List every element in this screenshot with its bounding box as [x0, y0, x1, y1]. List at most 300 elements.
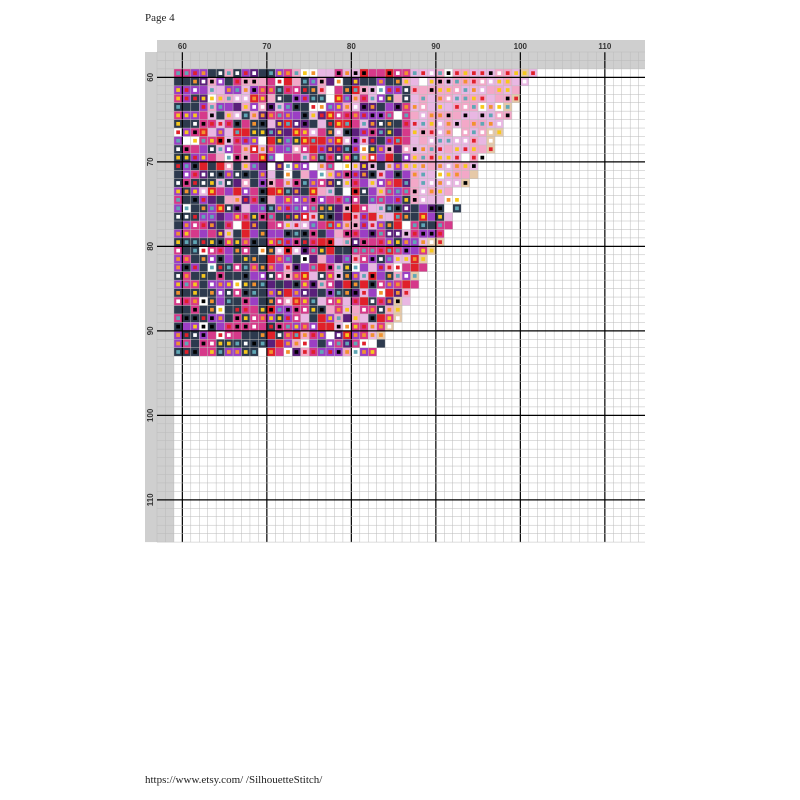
stitch-symbol — [438, 80, 442, 84]
stitch-symbol — [235, 266, 239, 270]
stitch-symbol — [269, 316, 273, 320]
stitch-symbol — [210, 215, 214, 219]
stitch-cell — [233, 297, 241, 305]
stitch-cell — [368, 69, 376, 77]
stitch-symbol — [244, 283, 248, 287]
stitch-cell — [233, 255, 241, 263]
stitch-symbol — [185, 130, 189, 134]
stitch-symbol — [413, 274, 417, 278]
stitch-symbol — [404, 80, 408, 84]
stitch-cell — [318, 322, 326, 330]
stitch-symbol — [311, 350, 315, 354]
stitch-symbol — [269, 266, 273, 270]
stitch-symbol — [396, 173, 400, 177]
stitch-cell — [292, 170, 300, 178]
stitch-symbol — [345, 190, 349, 194]
stitch-symbol — [388, 130, 392, 134]
stitch-symbol — [354, 156, 358, 160]
stitch-cell — [275, 196, 283, 204]
stitch-symbol — [354, 97, 358, 101]
stitch-symbol — [362, 71, 366, 75]
stitch-symbol — [295, 122, 299, 126]
stitch-symbol — [210, 122, 214, 126]
stitch-cell — [250, 306, 258, 314]
stitch-symbol — [295, 266, 299, 270]
stitch-cell — [301, 170, 309, 178]
stitch-symbol — [371, 105, 375, 109]
stitch-symbol — [269, 88, 273, 92]
stitch-symbol — [244, 299, 248, 303]
stitch-symbol — [455, 181, 459, 185]
row-number: 80 — [146, 241, 155, 251]
stitch-cell — [174, 170, 182, 178]
stitch-symbol — [362, 223, 366, 227]
stitch-symbol — [185, 257, 189, 261]
stitch-symbol — [396, 240, 400, 244]
stitch-symbol — [480, 88, 484, 92]
stitch-symbol — [193, 164, 197, 168]
stitch-symbol — [193, 308, 197, 312]
stitch-symbol — [472, 80, 476, 84]
stitch-symbol — [489, 139, 493, 143]
stitch-symbol — [202, 257, 206, 261]
stitch-symbol — [388, 240, 392, 244]
stitch-symbol — [455, 206, 459, 210]
stitch-cell — [250, 179, 258, 187]
stitch-cell — [411, 77, 419, 85]
stitch-symbol — [362, 114, 366, 118]
stitch-symbol — [455, 198, 459, 202]
stitch-symbol — [371, 333, 375, 337]
stitch-symbol — [185, 223, 189, 227]
stitch-symbol — [472, 156, 476, 160]
stitch-cell — [318, 137, 326, 145]
stitch-symbol — [185, 232, 189, 236]
stitch-symbol — [371, 139, 375, 143]
stitch-symbol — [202, 173, 206, 177]
stitch-symbol — [371, 173, 375, 177]
stitch-symbol — [480, 114, 484, 118]
stitch-symbol — [286, 299, 290, 303]
stitch-symbol — [295, 215, 299, 219]
stitch-cell — [174, 306, 182, 314]
stitch-symbol — [252, 88, 256, 92]
stitch-symbol — [480, 80, 484, 84]
stitch-symbol — [202, 80, 206, 84]
stitch-cell — [242, 120, 250, 128]
stitch-symbol — [286, 215, 290, 219]
stitch-cell — [250, 272, 258, 280]
stitch-symbol — [506, 105, 510, 109]
stitch-symbol — [210, 181, 214, 185]
stitch-symbol — [261, 105, 265, 109]
stitch-symbol — [303, 198, 307, 202]
stitch-symbol — [379, 181, 383, 185]
stitch-symbol — [202, 342, 206, 346]
stitch-symbol — [210, 147, 214, 151]
stitch-symbol — [345, 114, 349, 118]
stitch-symbol — [235, 291, 239, 295]
stitch-cell — [284, 94, 292, 102]
stitch-symbol — [219, 333, 223, 337]
stitch-cell — [394, 111, 402, 119]
stitch-symbol — [388, 114, 392, 118]
stitch-symbol — [337, 105, 341, 109]
stitch-symbol — [244, 257, 248, 261]
stitch-symbol — [219, 274, 223, 278]
stitch-symbol — [278, 333, 282, 337]
stitch-symbol — [295, 147, 299, 151]
stitch-symbol — [388, 325, 392, 329]
stitch-symbol — [185, 266, 189, 270]
stitch-symbol — [362, 105, 366, 109]
stitch-symbol — [303, 88, 307, 92]
stitch-symbol — [193, 266, 197, 270]
stitch-symbol — [252, 291, 256, 295]
stitch-symbol — [328, 333, 332, 337]
stitch-symbol — [328, 122, 332, 126]
stitch-symbol — [371, 350, 375, 354]
stitch-symbol — [447, 130, 451, 134]
stitch-cell — [199, 348, 207, 356]
stitch-cell — [309, 339, 317, 347]
stitch-symbol — [176, 71, 180, 75]
stitch-symbol — [269, 156, 273, 160]
stitch-symbol — [421, 122, 425, 126]
stitch-symbol — [371, 164, 375, 168]
stitch-symbol — [455, 139, 459, 143]
stitch-symbol — [295, 105, 299, 109]
stitch-symbol — [286, 232, 290, 236]
stitch-symbol — [337, 223, 341, 227]
stitch-symbol — [464, 181, 468, 185]
stitch-cell — [334, 246, 342, 254]
stitch-symbol — [261, 232, 265, 236]
stitch-cell — [334, 238, 342, 246]
stitch-cell — [275, 179, 283, 187]
stitch-symbol — [244, 71, 248, 75]
stitch-symbol — [176, 232, 180, 236]
stitch-symbol — [379, 114, 383, 118]
stitch-symbol — [404, 198, 408, 202]
stitch-symbol — [438, 71, 442, 75]
stitch-cell — [233, 103, 241, 111]
stitch-symbol — [421, 114, 425, 118]
stitch-symbol — [286, 223, 290, 227]
stitch-symbol — [176, 147, 180, 151]
stitch-symbol — [185, 114, 189, 118]
stitch-symbol — [371, 223, 375, 227]
stitch-cell — [258, 221, 266, 229]
stitch-cell — [360, 229, 368, 237]
stitch-symbol — [328, 147, 332, 151]
stitch-cell — [394, 120, 402, 128]
stitch-cell — [267, 137, 275, 145]
stitch-symbol — [286, 350, 290, 354]
stitch-symbol — [303, 122, 307, 126]
stitch-symbol — [227, 181, 231, 185]
stitch-symbol — [328, 316, 332, 320]
stitch-symbol — [328, 274, 332, 278]
stitch-symbol — [176, 240, 180, 244]
stitch-symbol — [244, 164, 248, 168]
stitch-cell — [242, 229, 250, 237]
stitch-symbol — [328, 223, 332, 227]
stitch-cell — [360, 77, 368, 85]
stitch-symbol — [371, 325, 375, 329]
stitch-symbol — [421, 223, 425, 227]
stitch-symbol — [438, 156, 442, 160]
stitch-symbol — [227, 156, 231, 160]
stitch-symbol — [311, 333, 315, 337]
stitch-symbol — [286, 249, 290, 253]
stitch-symbol — [252, 257, 256, 261]
stitch-cell — [216, 111, 224, 119]
stitch-symbol — [455, 156, 459, 160]
stitch-cell — [394, 94, 402, 102]
stitch-symbol — [295, 181, 299, 185]
stitch-cell — [318, 221, 326, 229]
stitch-symbol — [396, 308, 400, 312]
stitch-cell — [368, 289, 376, 297]
stitch-cell — [233, 221, 241, 229]
stitch-symbol — [244, 139, 248, 143]
stitch-symbol — [320, 283, 324, 287]
stitch-symbol — [421, 80, 425, 84]
stitch-symbol — [244, 147, 248, 151]
stitch-symbol — [413, 130, 417, 134]
stitch-symbol — [354, 333, 358, 337]
stitch-cell — [208, 69, 216, 77]
stitch-cell — [318, 128, 326, 136]
stitch-symbol — [286, 266, 290, 270]
stitch-symbol — [489, 80, 493, 84]
stitch-symbol — [371, 181, 375, 185]
stitch-symbol — [278, 325, 282, 329]
stitch-cell — [427, 94, 435, 102]
stitch-symbol — [354, 223, 358, 227]
stitch-symbol — [193, 173, 197, 177]
stitch-cell — [208, 128, 216, 136]
stitch-symbol — [320, 156, 324, 160]
stitch-cell — [267, 280, 275, 288]
stitch-symbol — [362, 173, 366, 177]
stitch-symbol — [396, 249, 400, 253]
stitch-symbol — [438, 173, 442, 177]
stitch-symbol — [497, 130, 501, 134]
stitch-cell — [216, 297, 224, 305]
stitch-symbol — [235, 122, 239, 126]
stitch-symbol — [320, 97, 324, 101]
stitch-symbol — [337, 350, 341, 354]
stitch-symbol — [438, 190, 442, 194]
stitch-symbol — [413, 105, 417, 109]
stitch-symbol — [438, 139, 442, 143]
stitch-symbol — [278, 97, 282, 101]
stitch-cell — [512, 86, 520, 94]
stitch-symbol — [430, 114, 434, 118]
stitch-symbol — [193, 350, 197, 354]
stitch-symbol — [286, 181, 290, 185]
stitch-symbol — [354, 139, 358, 143]
stitch-cell — [334, 162, 342, 170]
stitch-symbol — [464, 105, 468, 109]
stitch-symbol — [176, 139, 180, 143]
stitch-symbol — [261, 198, 265, 202]
stitch-cell — [258, 137, 266, 145]
stitch-cell — [309, 145, 317, 153]
stitch-symbol — [185, 147, 189, 151]
stitch-symbol — [379, 88, 383, 92]
stitch-symbol — [379, 80, 383, 84]
stitch-symbol — [311, 266, 315, 270]
stitch-symbol — [345, 97, 349, 101]
stitch-cell — [191, 339, 199, 347]
stitch-symbol — [396, 88, 400, 92]
stitch-symbol — [362, 291, 366, 295]
stitch-symbol — [438, 105, 442, 109]
stitch-symbol — [235, 342, 239, 346]
stitch-cell — [427, 196, 435, 204]
stitch-symbol — [286, 325, 290, 329]
column-number: 60 — [177, 42, 187, 51]
stitch-symbol — [185, 342, 189, 346]
stitch-symbol — [193, 97, 197, 101]
stitch-symbol — [244, 223, 248, 227]
stitch-cell — [267, 221, 275, 229]
stitch-symbol — [447, 164, 451, 168]
stitch-symbol — [404, 257, 408, 261]
stitch-symbol — [278, 316, 282, 320]
stitch-symbol — [354, 173, 358, 177]
stitch-symbol — [371, 232, 375, 236]
stitch-symbol — [244, 97, 248, 101]
stitch-symbol — [345, 71, 349, 75]
stitch-symbol — [227, 291, 231, 295]
stitch-symbol — [472, 105, 476, 109]
stitch-cell — [394, 128, 402, 136]
stitch-symbol — [235, 206, 239, 210]
footer-url: https://www.etsy.com/ /SilhouetteStitch/ — [145, 774, 323, 786]
stitch-symbol — [303, 333, 307, 337]
stitch-symbol — [396, 266, 400, 270]
stitch-cell — [453, 128, 461, 136]
stitch-symbol — [396, 206, 400, 210]
stitch-symbol — [489, 130, 493, 134]
stitch-symbol — [311, 156, 315, 160]
stitch-symbol — [371, 299, 375, 303]
row-number: 110 — [146, 493, 155, 507]
stitch-symbol — [244, 350, 248, 354]
stitch-cell — [258, 322, 266, 330]
row-number: 100 — [146, 408, 155, 423]
stitch-symbol — [219, 147, 223, 151]
stitch-symbol — [269, 181, 273, 185]
stitch-symbol — [235, 97, 239, 101]
stitch-cell — [427, 170, 435, 178]
stitch-symbol — [261, 156, 265, 160]
stitch-cell — [267, 77, 275, 85]
stitch-symbol — [388, 156, 392, 160]
stitch-symbol — [210, 257, 214, 261]
stitch-symbol — [455, 173, 459, 177]
stitch-cell — [385, 213, 393, 221]
stitch-symbol — [227, 164, 231, 168]
stitch-symbol — [388, 308, 392, 312]
stitch-symbol — [193, 139, 197, 143]
stitch-cell — [326, 255, 334, 263]
stitch-cell — [216, 187, 224, 195]
stitch-symbol — [295, 88, 299, 92]
stitch-symbol — [337, 156, 341, 160]
stitch-symbol — [219, 105, 223, 109]
stitch-symbol — [210, 88, 214, 92]
stitch-cell — [267, 120, 275, 128]
stitch-cell — [199, 145, 207, 153]
stitch-symbol — [286, 122, 290, 126]
stitch-symbol — [421, 147, 425, 151]
stitch-symbol — [388, 316, 392, 320]
stitch-cell — [225, 255, 233, 263]
stitch-symbol — [464, 97, 468, 101]
stitch-cell — [419, 137, 427, 145]
stitch-symbol — [379, 240, 383, 244]
stitch-cell — [275, 280, 283, 288]
stitch-cell — [225, 314, 233, 322]
stitch-cell — [411, 246, 419, 254]
stitch-symbol — [286, 147, 290, 151]
stitch-symbol — [269, 308, 273, 312]
stitch-symbol — [345, 274, 349, 278]
stitch-cell — [301, 103, 309, 111]
stitch-symbol — [235, 316, 239, 320]
stitch-symbol — [506, 97, 510, 101]
stitch-symbol — [227, 325, 231, 329]
stitch-cell — [191, 103, 199, 111]
stitch-cell — [284, 153, 292, 161]
stitch-symbol — [455, 97, 459, 101]
stitch-symbol — [261, 316, 265, 320]
stitch-symbol — [396, 164, 400, 168]
stitch-symbol — [176, 333, 180, 337]
stitch-symbol — [202, 206, 206, 210]
stitch-symbol — [447, 80, 451, 84]
stitch-symbol — [379, 206, 383, 210]
stitch-symbol — [455, 80, 459, 84]
stitch-cell — [191, 229, 199, 237]
stitch-cell — [444, 187, 452, 195]
stitch-symbol — [261, 206, 265, 210]
stitch-symbol — [278, 156, 282, 160]
stitch-symbol — [185, 240, 189, 244]
stitch-symbol — [193, 122, 197, 126]
stitch-symbol — [379, 308, 383, 312]
stitch-symbol — [252, 342, 256, 346]
stitch-symbol — [303, 181, 307, 185]
stitch-symbol — [176, 342, 180, 346]
stitch-symbol — [252, 147, 256, 151]
stitch-cell — [284, 128, 292, 136]
stitch-symbol — [235, 156, 239, 160]
stitch-cell — [309, 272, 317, 280]
stitch-symbol — [362, 88, 366, 92]
stitch-symbol — [235, 130, 239, 134]
stitch-symbol — [278, 223, 282, 227]
stitch-symbol — [311, 299, 315, 303]
stitch-symbol — [455, 122, 459, 126]
stitch-cell — [487, 86, 495, 94]
stitch-cell — [402, 137, 410, 145]
